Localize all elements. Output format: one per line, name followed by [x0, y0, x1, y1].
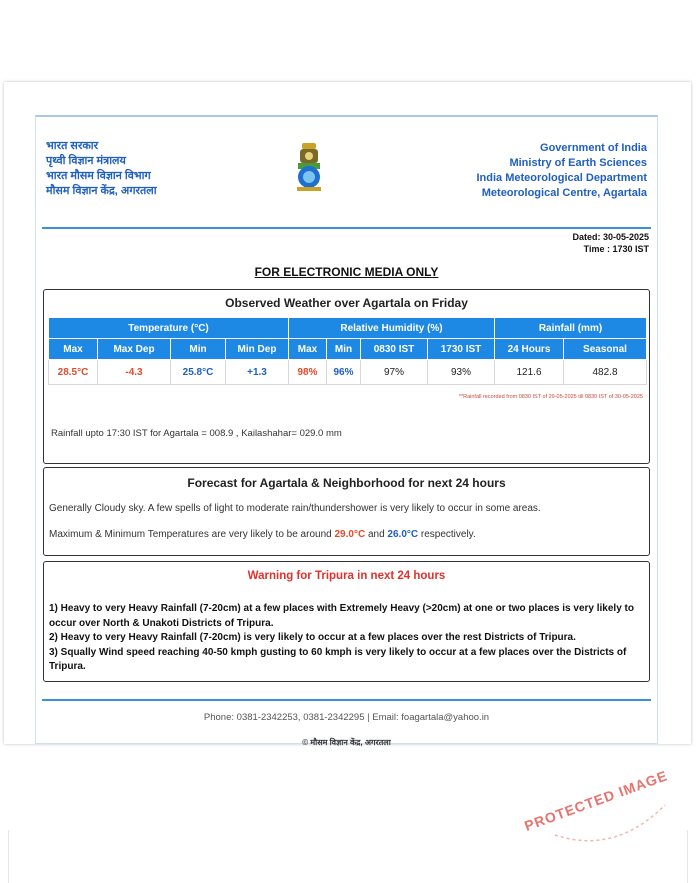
table-row [49, 360, 647, 385]
col-header: Max [49, 339, 98, 360]
media-label: FOR ELECTRONIC MEDIA ONLY [254, 265, 439, 279]
date-label: Dated: 30-05-2025 [572, 232, 649, 242]
page-edge [0, 830, 9, 883]
protected-stamp-icon [515, 745, 685, 855]
value-max-rh: 98% [289, 360, 327, 385]
observed-title: Observed Weather over Agartala on Friday [225, 296, 468, 310]
warning-list [49, 602, 643, 675]
value-rh-0830: 97% [361, 360, 428, 385]
warning-box [43, 561, 650, 682]
value-max-dep: -4.3 [98, 360, 171, 385]
rainfall-note: **Rainfall recorded from 0830 IST of 29-05-2025 till 0830 IST of 30-05-2025 [458, 394, 643, 400]
svg-text:PROTECTED IMAGE [522, 767, 669, 834]
footer-divider [42, 699, 651, 701]
rainfall-upto-line: Rainfall upto 17:30 IST for Agartala = 008.9 , Kailashahar= 029.0 mm [51, 428, 342, 439]
emblem-icon [294, 141, 324, 193]
observed-table [48, 317, 647, 385]
hindi-line: भारत सरकार [46, 140, 99, 152]
english-line: India Meteorological Department [476, 172, 647, 184]
english-line: Government of India [540, 142, 647, 154]
warning-item: 2) Heavy to very Heavy Rainfall (7-20cm) is very likely to occur at a few places over the rest Districts of Tripura. [49, 632, 576, 643]
hindi-header [46, 139, 157, 199]
footer-contact: Phone: 0381-2342253, 0381-2342295 | Email: foagartala@yahoo.in [203, 712, 490, 723]
english-header [476, 141, 647, 201]
group-header-temperature: Temperature (°C) [49, 318, 289, 339]
warning-title: Warning for Tripura in next 24 hours [247, 570, 446, 582]
warning-item: 3) Squally Wind speed reaching 40-50 kmph gusting to 60 kmph is very likely to occur at a few places over the Districts of Tripura. [49, 646, 627, 672]
observed-weather-box [43, 289, 650, 464]
time-label: Time : 1730 IST [583, 244, 649, 254]
group-header-humidity: Relative Humidity (%) [289, 318, 495, 339]
col-header: Seasonal [564, 339, 647, 360]
col-header: Min [171, 339, 226, 360]
stamp-text: PROTECTED IMAGE [522, 767, 670, 834]
forecast-line: Generally Cloudy sky. A few spells of light to moderate rain/thundershower is very likely to occur in some areas. [49, 503, 541, 514]
date-time [572, 231, 649, 255]
hindi-line: मौसम विज्ञान केंद्र, अगरतला [46, 185, 157, 197]
col-header: 0830 IST [361, 339, 428, 360]
forecast-text: respectively. [418, 529, 476, 540]
col-header: Min [327, 339, 361, 360]
weather-bulletin [35, 115, 658, 747]
forecast-box [43, 467, 650, 556]
forecast-max-temp: 29.0°C [334, 529, 366, 540]
value-min-temp: 25.8°C [171, 360, 226, 385]
col-header: 1730 IST [428, 339, 495, 360]
english-line: Meteorological Centre, Agartala [481, 187, 647, 199]
footer-copyright: © मौसम विज्ञान केंद्र, अगरतला [302, 738, 391, 747]
forecast-title: Forecast for Agartala & Neighborhood for next 24 hours [187, 476, 506, 490]
forecast-temp-line [49, 529, 476, 540]
value-min-dep: +1.3 [226, 360, 289, 385]
warning-item: 1) Heavy to very Heavy Rainfall (7-20cm) at a few places with Extremely Heavy (>20cm) at one or two places is very likely to occur over North & Unakoti Districts of Tripura. [49, 603, 634, 629]
value-rain-seasonal: 482.8 [564, 360, 647, 385]
hindi-line: पृथ्वी विज्ञान मंत्रालय [46, 155, 126, 167]
english-line: Ministry of Earth Sciences [509, 157, 647, 169]
forecast-text: and [365, 529, 388, 540]
value-max-temp: 28.5°C [49, 360, 98, 385]
col-header: Max Dep [98, 339, 171, 360]
group-header-rainfall: Rainfall (mm) [495, 318, 647, 339]
value-rh-1730: 93% [428, 360, 495, 385]
value-min-rh: 96% [327, 360, 361, 385]
hindi-line: भारत मौसम विज्ञान विभाग [46, 170, 151, 182]
col-header: Min Dep [226, 339, 289, 360]
forecast-min-temp: 26.0°C [387, 529, 419, 540]
page-edge [687, 830, 696, 883]
forecast-text: Maximum & Minimum Temperatures are very likely to be around [49, 529, 335, 540]
col-header: 24 Hours [495, 339, 564, 360]
header-divider [42, 227, 651, 229]
value-rain-24h: 121.6 [495, 360, 564, 385]
col-header: Max [289, 339, 327, 360]
